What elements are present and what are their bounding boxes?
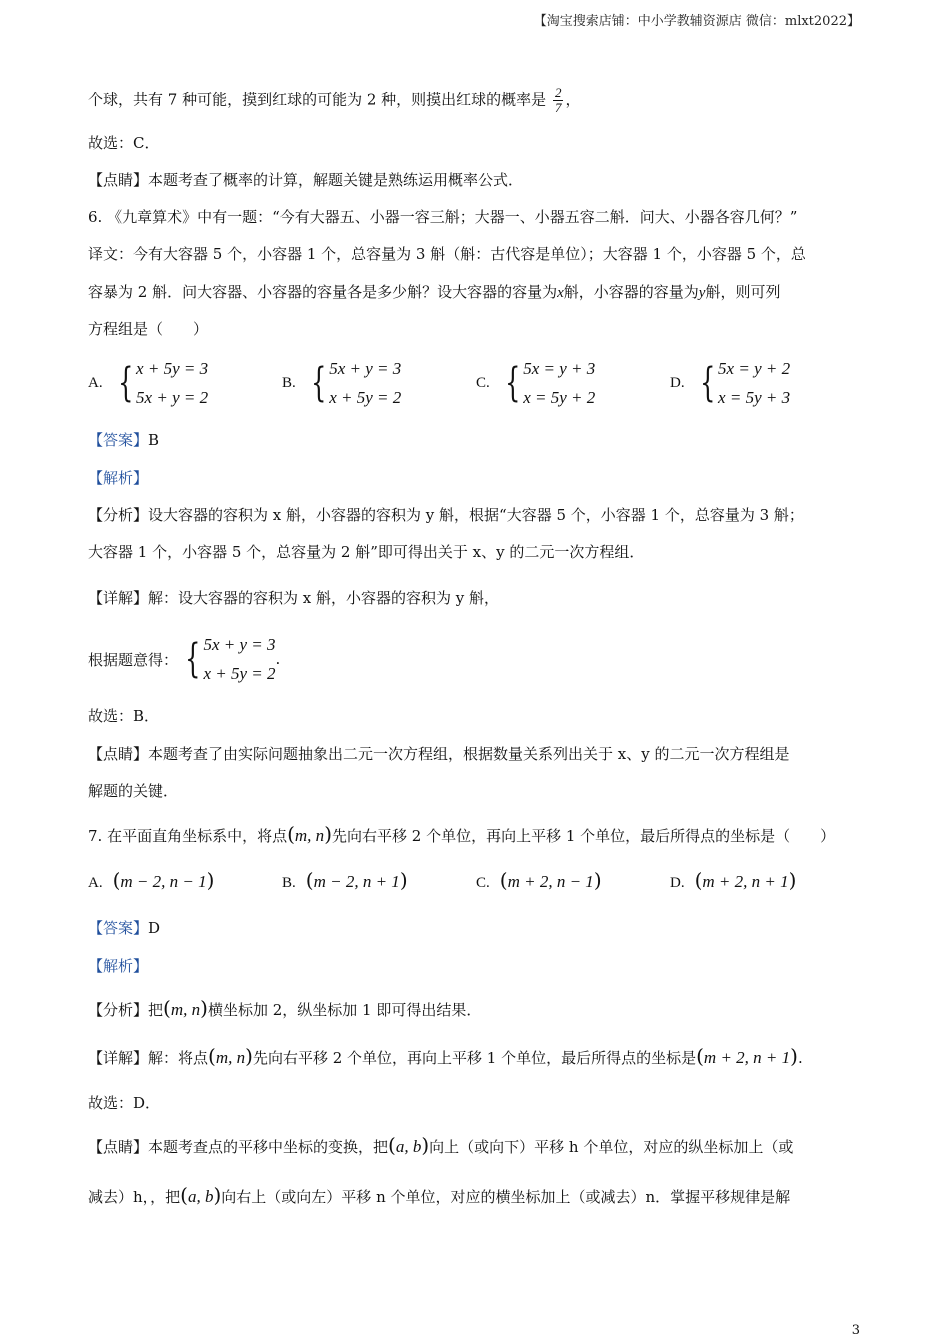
q5-probability-line [88, 86, 580, 115]
option-label: D. [670, 374, 685, 391]
q7-question [88, 823, 835, 847]
fenxi-text: 设大容器的容积为 x 斛，小容器的容积为 y 斛，根据“大容器 5 个，小容器 1 个，总容量为 3 斛； [148, 506, 804, 524]
brace-icon: { [117, 360, 133, 406]
q7-choose: 故选：D． [88, 1094, 161, 1112]
answer-tag: 【答案】 [88, 431, 149, 449]
point-value: m + 2, n + 1 [703, 1048, 791, 1067]
option-label: B. [282, 374, 296, 391]
note-text: 减去）h，，把 [88, 1188, 181, 1206]
point-value: a, b [395, 1137, 422, 1156]
q6-note-line2: 解题的关键． [88, 782, 179, 800]
note-text: 向上（或向下）平移 h 个单位，对应的纵坐标加上（或 [429, 1138, 794, 1156]
q5-choose: 故选：C． [88, 134, 160, 152]
q7-analysis-tag: 【解析】 [88, 957, 149, 975]
q6-text: 斛，小容器的容量为 [563, 283, 699, 301]
fenxi-tag: 【分析】 [88, 1001, 149, 1019]
q6-system [88, 630, 280, 688]
option-label: C. [476, 374, 490, 391]
note-text: 向右上（或向左）平移 n 个单位，对应的横坐标加上（或减去）n．掌握平移规律是解 [221, 1188, 791, 1206]
q6-xiangjie [88, 587, 499, 609]
option-value: m − 2, n + 1 [313, 872, 400, 891]
option-label: A. [88, 875, 103, 891]
note-tag: 【点睛】 [88, 171, 149, 189]
fraction-numerator: 2 [554, 85, 562, 100]
q6-text: 容暴为 2 斛．问大容器、小容器的容量各是多少斛？设大容器的容量为 [88, 283, 558, 301]
var-x: x [557, 285, 564, 301]
q6-fenxi-line1 [88, 504, 804, 526]
note-text: 本题考查了概率的计算，解题关键是熟练运用概率公式． [148, 171, 524, 189]
option-label: D. [670, 875, 685, 891]
answer-tag: 【答案】 [88, 919, 149, 937]
equation: 5x + y = 3 [203, 635, 276, 654]
answer-value: B [148, 431, 160, 449]
q6-analysis-tag: 【解析】 [88, 469, 149, 487]
q6-question-line2: 译文：今有大容器 5 个，小容器 1 个，总容量为 3 斛（斛：古代容是单位）；大容器 1 个，小容器 5 个，总 [88, 245, 806, 263]
fenxi-text: 横坐标加 2，纵坐标加 1 即可得出结果． [207, 1001, 482, 1019]
fenxi-tag: 【分析】 [88, 506, 149, 524]
point-value: m, n [294, 826, 325, 845]
xiangjie-tag: 【详解】 [88, 1049, 149, 1067]
xiangjie-text: 先向右平移 2 个单位，再向上平移 1 个单位，最后所得点的坐标是 [252, 1049, 697, 1067]
system-end: . [275, 650, 281, 668]
page-header: 【淘宝搜索店铺：中小学教辅资源店 微信：mlxt2022】 [533, 14, 860, 29]
equation: 5x = y + 3 [523, 359, 596, 378]
system-prefix: 根据题意得： [88, 650, 179, 669]
q7-xiangjie: 【详解】解：将点(m, n)先向右平移 2 个单位，再向上平移 1 个单位，最后所得点的坐标是(m + 2, n + 1). [88, 1044, 803, 1068]
equation: x + 5y = 3 [136, 359, 209, 378]
q6-question-line3 [88, 281, 780, 304]
q6-option-c [476, 354, 595, 412]
fraction-denominator: 7 [554, 100, 562, 115]
q6-option-b [282, 354, 401, 412]
equation: 5x + y = 2 [136, 388, 209, 407]
point-value: m, n [215, 1048, 246, 1067]
point-mn: (m, n) [287, 822, 332, 846]
q7-note-line1: 【点睛】本题考查点的平移中坐标的变换，把(a, b)向上（或向下）平移 h 个单位，对应的纵坐标加上（或 [88, 1133, 794, 1157]
brace-icon: { [699, 360, 715, 406]
brace-icon: { [310, 360, 327, 406]
xiangjie-text: 解：将点 [148, 1049, 209, 1067]
note-tag: 【点睛】 [88, 1138, 149, 1156]
option-value: m + 2, n − 1 [507, 872, 594, 891]
brace-icon: { [504, 360, 521, 406]
xiangjie-text: . [797, 1049, 803, 1067]
q6-fenxi-line2: 大容器 1 个，小容器 5 个，总容量为 2 斛”即可得出关于 x、y 的二元一次方程组． [88, 543, 645, 561]
q5-text-end: ， [565, 90, 581, 109]
q5-text: 个球，共有 7 种可能，摸到红球的可能为 2 种，则摸出红球的概率是 [88, 90, 547, 109]
q7-text: 先向右平移 2 个单位，再向上平移 1 个单位，最后所得点的坐标是（ ） [332, 827, 836, 845]
q7-option-b: B. (m − 2, n + 1) [282, 868, 408, 892]
var-y: y [698, 285, 706, 301]
q6-option-d [670, 354, 790, 412]
equation: x = 5y + 2 [523, 388, 596, 407]
q7-text: 7. 在平面直角坐标系中，将点 [88, 827, 288, 845]
note-text: 本题考查了由实际问题抽象出二元一次方程组，根据数量关系列出关于 x、y 的二元一次方程组是 [148, 745, 790, 763]
q6-choose: 故选：B． [88, 707, 160, 725]
option-label: A. [88, 374, 103, 391]
equation: x + 5y = 2 [329, 388, 402, 407]
q6-option-a [88, 354, 208, 412]
q6-answer [88, 429, 159, 451]
equation: x + 5y = 2 [203, 664, 276, 683]
q7-answer [88, 917, 160, 939]
q7-fenxi: 【分析】把(m, n)横坐标加 2，纵坐标加 1 即可得出结果． [88, 996, 482, 1020]
note-text: 本题考查点的平移中坐标的变换，把 [148, 1138, 389, 1156]
option-label: C. [476, 875, 490, 891]
equation: 5x + y = 3 [329, 359, 402, 378]
q7-note-line2: 减去）h，，把(a, b)向右上（或向左）平移 n 个单位，对应的横坐标加上（或减去）n．掌握平移规律是解 [88, 1183, 791, 1207]
page-number: 3 [851, 1323, 860, 1338]
q6-question-line1: 6. 《九章算术》中有一题：“今有大器五、小器一容三斛；大器一、小器五容二斛．问大、小器各容几何？” [88, 208, 798, 226]
equation: x = 5y + 3 [718, 388, 791, 407]
answer-value: D [148, 919, 161, 937]
option-value: m + 2, n + 1 [702, 872, 789, 891]
q6-question-line4: 方程组是（ ） [88, 320, 209, 338]
q7-option-c: C. (m + 2, n − 1) [476, 868, 602, 892]
point-value: a, b [187, 1187, 214, 1206]
q7-option-d: D. (m + 2, n + 1) [670, 868, 797, 892]
option-label: B. [282, 875, 296, 891]
q7-option-a: A. (m − 2, n − 1) [88, 868, 215, 892]
brace-icon: { [185, 636, 201, 682]
option-value: m − 2, n − 1 [120, 872, 207, 891]
fraction [553, 86, 564, 115]
point-value: m, n [170, 1000, 201, 1019]
fenxi-text: 把 [148, 1001, 164, 1019]
q6-note-line1 [88, 743, 790, 765]
q6-text: 斛，则可列 [705, 283, 781, 301]
note-tag: 【点睛】 [88, 745, 149, 763]
xiangjie-tag: 【详解】 [88, 589, 149, 607]
equation: 5x = y + 2 [718, 359, 791, 378]
q5-note [88, 169, 523, 191]
xiangjie-text: 解：设大容器的容积为 x 斛，小容器的容积为 y 斛， [148, 589, 500, 607]
